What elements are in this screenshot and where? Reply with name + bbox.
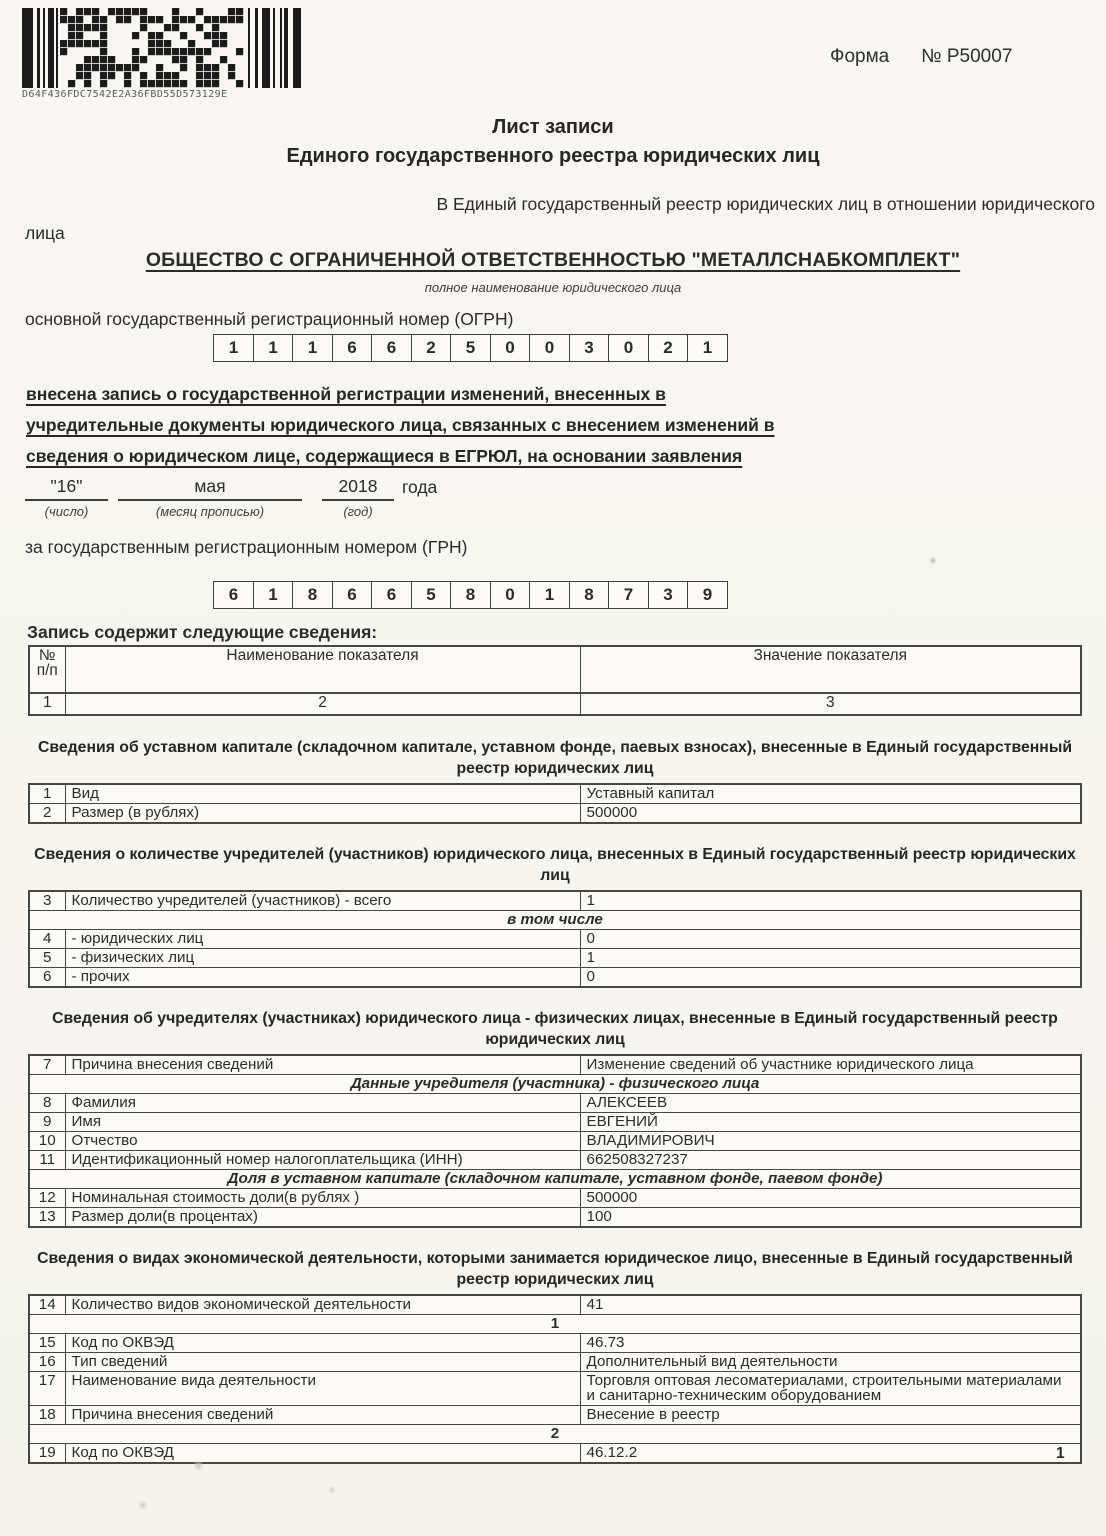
table-row — [29, 784, 1081, 804]
scan-smudge — [930, 556, 936, 565]
row-value-cell: 41 — [580, 1295, 1081, 1315]
digit-box: 8 — [292, 581, 333, 609]
row-value-cell: 46.73 — [580, 1334, 1081, 1353]
row-label-cell: - прочих — [65, 968, 580, 988]
row-label-cell: Код по ОКВЭД — [65, 1444, 580, 1464]
row-label-cell: Количество учредителей (участников) - всего — [65, 891, 580, 911]
table-row — [29, 1132, 1081, 1151]
row-value-cell: 0 — [580, 968, 1081, 988]
row-value-cell: 500000 — [580, 804, 1081, 824]
section-table — [28, 1294, 1082, 1464]
page-number: 1 — [1056, 1445, 1065, 1462]
digit-box: 0 — [490, 334, 531, 362]
row-number-cell: 17 — [29, 1372, 65, 1406]
registration-statement — [26, 379, 775, 472]
table-row — [29, 1315, 1081, 1334]
group-header-cell: Данные учредителя (участника) - физического лица — [29, 1075, 1081, 1094]
row-label-cell: Причина внесения сведений — [65, 1406, 580, 1425]
form-line — [830, 46, 1012, 68]
row-label-cell: Фамилия — [65, 1094, 580, 1113]
group-header-cell: 1 — [29, 1315, 1081, 1334]
row-value-cell: 500000 — [580, 1189, 1081, 1208]
table-row — [29, 1295, 1081, 1315]
row-value-cell: Изменение сведений об участнике юридического лица — [580, 1055, 1081, 1075]
row-number-cell: 4 — [29, 930, 65, 949]
row-value-cell: 0 — [580, 930, 1081, 949]
intro-line-2: лица — [25, 223, 65, 243]
row-label-cell: Имя — [65, 1113, 580, 1132]
ogrn-digit-boxes — [213, 334, 727, 362]
digit-box: 6 — [332, 334, 373, 362]
row-number-cell: 6 — [29, 968, 65, 988]
section-heading: Сведения о видах экономической деятельности, которыми занимается юридическое лицо, внесенные в Единый государственный реестр юридических лиц — [37, 1250, 1073, 1288]
row-label-cell: Отчество — [65, 1132, 580, 1151]
digit-box: 5 — [411, 581, 452, 609]
section-heading: Сведения о количестве учредителей (участников) юридического лица, внесенных в Единый государственный реестр юридических лиц — [34, 846, 1076, 884]
date-month: мая — [118, 476, 302, 501]
digit-box: 1 — [687, 334, 728, 362]
digit-box: 1 — [529, 581, 570, 609]
table-row — [29, 1075, 1081, 1094]
row-number-cell: 8 — [29, 1094, 65, 1113]
table-row — [29, 891, 1081, 911]
digit-box: 3 — [648, 581, 689, 609]
column-value-header-cell: Значение показателя — [580, 646, 1081, 693]
ogrn-label: основной государственный регистрационный номер (ОГРН) — [25, 309, 514, 329]
row-number-cell: 12 — [29, 1189, 65, 1208]
table-row — [29, 1055, 1081, 1075]
barcode-text: D64F436FDC7542E2A36FBD55D573129E — [22, 89, 228, 100]
row-number-cell: 10 — [29, 1132, 65, 1151]
group-header-cell: 2 — [29, 1425, 1081, 1444]
row-value-cell: Внесение в реестр — [580, 1406, 1081, 1425]
sections-host — [28, 737, 1082, 1464]
table-row — [29, 930, 1081, 949]
group-header-cell: в том числе — [29, 911, 1081, 930]
row-value-cell: ЕВГЕНИЙ — [580, 1113, 1081, 1132]
row-value-cell: 46.12.2 — [580, 1444, 1081, 1464]
company-name: ОБЩЕСТВО С ОГРАНИЧЕННОЙ ОТВЕТСТВЕННОСТЬЮ "МЕТАЛЛСНАБКОМПЛЕКТ" — [145, 249, 961, 271]
barcode-image — [22, 8, 307, 88]
digit-box: 8 — [450, 581, 491, 609]
form-number: № Р50007 — [921, 46, 1013, 67]
grn-label: за государственным регистрационным номером (ГРН) — [25, 537, 468, 557]
section-table — [28, 890, 1082, 988]
col-no-line-2: п/п — [36, 662, 58, 679]
date-month-label: (месяц прописью) — [155, 504, 265, 519]
digit-box: 0 — [608, 334, 649, 362]
digit-box: 2 — [411, 334, 452, 362]
row-value-cell: 1 — [580, 891, 1081, 911]
row-number-cell: 3 — [29, 891, 65, 911]
statement-line-1: внесена запись о государственной регистрации изменений, внесенных в — [26, 384, 666, 404]
digit-box: 6 — [371, 581, 412, 609]
digit-box: 5 — [450, 334, 491, 362]
row-value-cell: Дополнительный вид деятельности — [580, 1353, 1081, 1372]
column-index-cell: 3 — [580, 693, 1081, 715]
row-label-cell: Наименование вида деятельности — [65, 1372, 580, 1406]
digit-box: 2 — [648, 334, 689, 362]
row-value-cell: Уставный капитал — [580, 784, 1081, 804]
company-name-caption: полное наименование юридического лица — [424, 280, 682, 295]
table-row — [29, 1094, 1081, 1113]
table-row — [29, 1189, 1081, 1208]
table-row — [29, 804, 1081, 824]
row-label-cell: Тип сведений — [65, 1353, 580, 1372]
row-number-cell: 11 — [29, 1151, 65, 1170]
row-value-cell: 100 — [580, 1208, 1081, 1228]
title-line-1: Лист записи — [492, 116, 614, 138]
date-day: "16" — [25, 476, 108, 501]
section-heading: Сведения об учредителях (участниках) юридического лица - физических лицах, внесенные в Единый государственный реестр юридических лиц — [52, 1010, 1058, 1048]
column-index-cell: 1 — [29, 693, 65, 715]
row-number-cell: 15 — [29, 1334, 65, 1353]
row-value-cell: АЛЕКСЕЕВ — [580, 1094, 1081, 1113]
row-number-cell: 5 — [29, 949, 65, 968]
digit-box: 0 — [529, 334, 570, 362]
group-header-cell: Доля в уставном капитале (складочном капитале, уставном фонде, паевом фонде) — [29, 1170, 1081, 1189]
scan-smudge — [138, 1500, 148, 1510]
digit-box: 1 — [253, 581, 294, 609]
table-row — [29, 646, 1081, 693]
registration-date — [0, 476, 1106, 526]
digit-box: 6 — [213, 581, 254, 609]
table-row — [29, 1444, 1081, 1464]
table-row — [29, 1353, 1081, 1372]
record-tables — [28, 645, 1082, 1464]
row-number-cell: 19 — [29, 1444, 65, 1464]
digit-box: 7 — [608, 581, 649, 609]
column-index-cell: 2 — [65, 693, 580, 715]
digit-box: 0 — [490, 581, 531, 609]
grn-digit-boxes — [213, 581, 727, 609]
table-row — [29, 1151, 1081, 1170]
row-label-cell: Причина внесения сведений — [65, 1055, 580, 1075]
row-value-cell: Торговля оптовая лесоматериалами, строительными материалами и санитарно-техническим оборудованием — [580, 1372, 1081, 1406]
row-number-cell: 18 — [29, 1406, 65, 1425]
row-label-cell: Вид — [65, 784, 580, 804]
digit-box: 1 — [213, 334, 254, 362]
statement-line-2: учредительные документы юридического лица, связанных с внесением изменений в — [26, 415, 775, 435]
table-row — [29, 1406, 1081, 1425]
row-number-cell: 13 — [29, 1208, 65, 1228]
column-number-header-cell — [29, 646, 65, 693]
row-value-cell: ВЛАДИМИРОВИЧ — [580, 1132, 1081, 1151]
digit-box: 8 — [569, 581, 610, 609]
col-no-line-1: № — [38, 647, 56, 664]
row-label-cell: Количество видов экономической деятельности — [65, 1295, 580, 1315]
record-contents-heading: Запись содержит следующие сведения: — [27, 622, 378, 642]
row-value-cell: 662508327237 — [580, 1151, 1081, 1170]
intro-line-1: В Единый государственный реестр юридических лиц в отношении юридического — [436, 194, 1095, 214]
table-row — [29, 1170, 1081, 1189]
form-label: Форма — [830, 46, 890, 67]
scan-smudge — [328, 1486, 336, 1494]
table-row — [29, 1425, 1081, 1444]
digit-box: 6 — [332, 581, 373, 609]
table-row — [29, 968, 1081, 988]
section-table — [28, 783, 1082, 824]
row-number-cell: 9 — [29, 1113, 65, 1132]
digit-box: 1 — [292, 334, 333, 362]
row-label-cell: - физических лиц — [65, 949, 580, 968]
table-row — [29, 949, 1081, 968]
row-number-cell: 14 — [29, 1295, 65, 1315]
row-number-cell: 7 — [29, 1055, 65, 1075]
digit-box: 9 — [687, 581, 728, 609]
row-label-cell: Идентификационный номер налогоплательщика (ИНН) — [65, 1151, 580, 1170]
table-row — [29, 1208, 1081, 1228]
digit-box: 6 — [371, 334, 412, 362]
table-row — [29, 693, 1081, 715]
row-value-cell: 1 — [580, 949, 1081, 968]
title-line-2: Единого государственного реестра юридических лиц — [286, 145, 820, 167]
section-table — [28, 1054, 1082, 1228]
date-year-label: (год) — [343, 504, 373, 519]
table-row — [29, 911, 1081, 930]
digit-box: 1 — [253, 334, 294, 362]
row-label-cell: Размер (в рублях) — [65, 804, 580, 824]
column-name-header-cell: Наименование показателя — [65, 646, 580, 693]
row-label-cell: - юридических лиц — [65, 930, 580, 949]
date-day-label: (число) — [44, 504, 89, 519]
digit-box: 3 — [569, 334, 610, 362]
date-suffix: года — [402, 477, 438, 497]
row-number-cell: 1 — [29, 784, 65, 804]
row-label-cell: Код по ОКВЭД — [65, 1334, 580, 1353]
row-number-cell: 2 — [29, 804, 65, 824]
table-row — [29, 1113, 1081, 1132]
barcode — [22, 8, 307, 100]
statement-line-3: сведения о юридическом лице, содержащиеся в ЕГРЮЛ, на основании заявления — [26, 446, 743, 466]
record-header-table — [28, 645, 1082, 716]
section-heading: Сведения об уставном капитале (складочном капитале, уставном фонде, паевых взносах), внесенные в Единый государственный реестр юридических лиц — [37, 739, 1073, 777]
row-label-cell: Номинальная стоимость доли(в рублях ) — [65, 1189, 580, 1208]
table-row — [29, 1334, 1081, 1353]
document-title — [0, 113, 1106, 171]
date-year: 2018 — [322, 476, 394, 501]
table-row — [29, 1372, 1081, 1406]
row-label-cell: Размер доли(в процентах) — [65, 1208, 580, 1228]
row-number-cell: 16 — [29, 1353, 65, 1372]
